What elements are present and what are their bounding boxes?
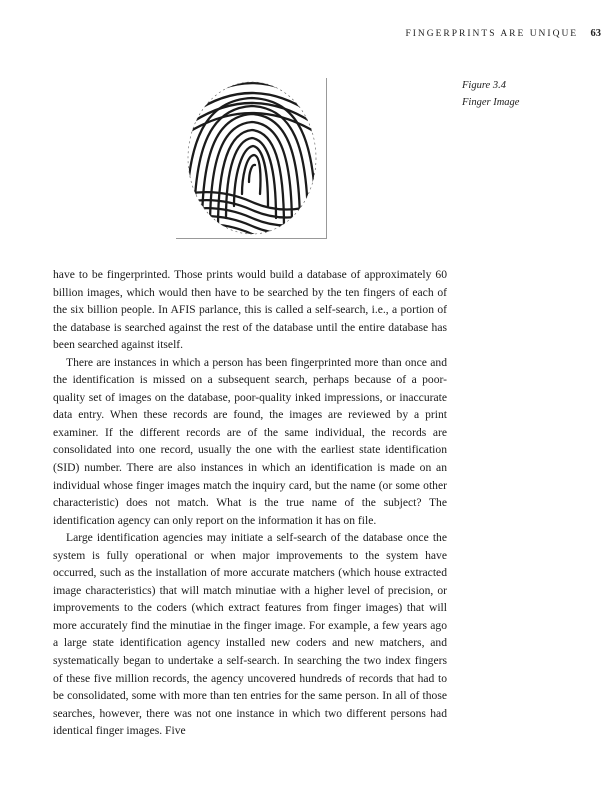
fingerprint-image-icon [176, 78, 326, 238]
paragraph: There are instances in which a person has been fingerprinted more than once and the identification is missed on a subsequent search, perhaps because of a poor-quality set of images on the database, poor-quality inked impressions, or inaccurate data entry. When these records are found, the images are reviewed by a print examiner. If the different records are of the same individual, the records are consolidated into one record, usually the one with the earliest state identification (SID) number. There are also instances in which an identification is made on an individual whose finger images match the inquiry card, but the name (or some other characteristic) does not match. What is the true name of the subject? The identification agency can only report on the information it has on file. [53, 355, 447, 527]
paragraph: have to be fingerprinted. Those prints would build a database of approximately 60 billion images, which would then have to be searched by the ten fingers of each of the six billion people. In AFIS parlance, this is called a self-search, i.e., a portion of the database is searched against the rest of the database until the entire database has been searched against itself. [53, 268, 447, 352]
figure-caption [462, 77, 519, 111]
running-head [405, 28, 601, 39]
page-number: 63 [590, 28, 601, 39]
fingerprint-figure [176, 78, 327, 239]
body-text [53, 266, 447, 740]
figure-label: Figure 3.4 [462, 80, 506, 91]
figure-title: Finger Image [462, 97, 520, 108]
paragraph: Large identification agencies may initiate a self-search of the database once the system is fully operational or when major improvements to the system have occurred, such as the installation of more accurate matchers (which house extracted image characteristics) that will match minutiae with a higher level of precision, or improvements to the coders (which extract features from finger images) that will more accurately find the minutiae in the finger image. For example, a few years ago a large state identification agency installed new coders and new matchers, and systematically began to undertake a self-search. In searching the two index fingers of these five million records, the agency uncovered hundreds of records that had to be consolidated, some with more than ten entries for the same person. In all of those searches, however, there was not one instance in which two different persons had identical finger images. Five [53, 531, 447, 738]
running-title: FINGERPRINTS ARE UNIQUE [405, 29, 579, 39]
